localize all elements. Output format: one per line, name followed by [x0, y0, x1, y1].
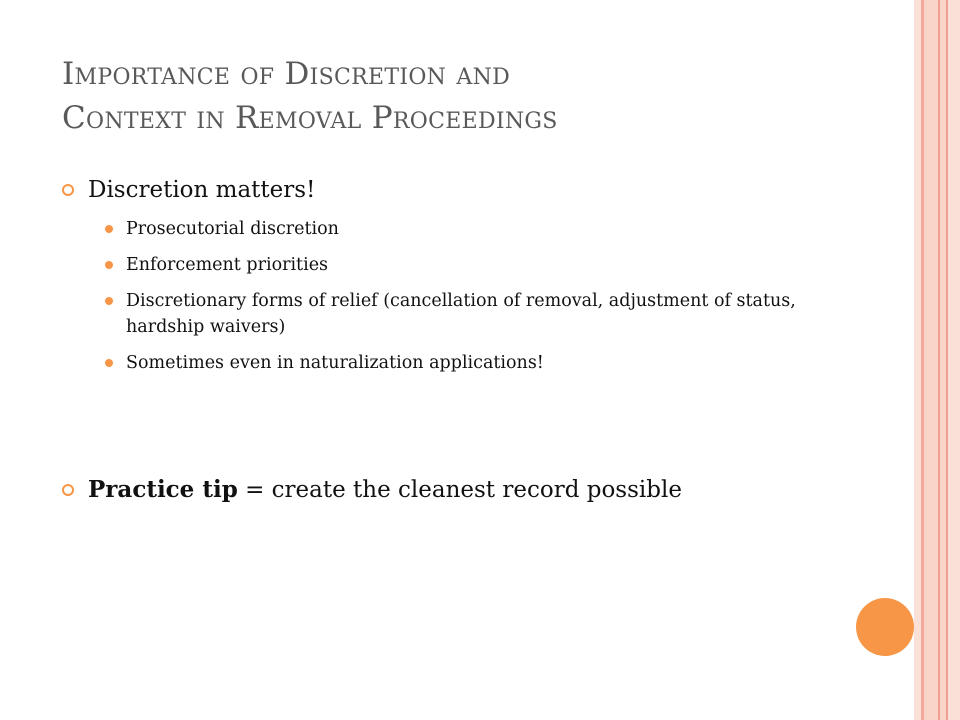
decorative-orange-circle	[856, 598, 914, 656]
sub-bullet-text: Discretionary forms of relief (cancellation of removal, adjustment of status, hardship waivers)	[126, 291, 796, 337]
sub-bullet-text: Prosecutorial discretion	[126, 219, 339, 239]
stripe	[924, 0, 938, 720]
stripe	[914, 0, 921, 720]
ring-bullet-icon	[62, 484, 74, 496]
dot-bullet-icon	[105, 225, 113, 233]
practice-tip-text: = create the cleanest record possible	[237, 477, 682, 503]
bullet-discretion	[62, 174, 862, 206]
sub-bullet	[62, 288, 862, 340]
sub-bullet	[62, 216, 862, 242]
stripe	[948, 0, 960, 720]
sub-bullet	[62, 350, 862, 376]
sub-bullet-text: Enforcement priorities	[126, 255, 329, 275]
ring-bullet-icon	[62, 184, 74, 196]
dot-bullet-icon	[105, 261, 113, 269]
dot-bullet-icon	[105, 359, 113, 367]
practice-tip-label: Practice tip	[88, 476, 238, 503]
title-line-1: Importance of Discretion and	[62, 56, 511, 92]
decorative-side-stripes	[914, 0, 960, 720]
slide-title	[62, 52, 882, 140]
bullet-practice-tip	[62, 474, 862, 506]
sub-bullet-text: Sometimes even in naturalization applications!	[126, 353, 544, 373]
sub-bullet	[62, 252, 862, 278]
dot-bullet-icon	[105, 297, 113, 305]
title-line-2: Context in Removal Proceedings	[62, 100, 558, 136]
bullet-list	[62, 174, 862, 506]
bullet-text: Discretion matters!	[88, 177, 316, 203]
